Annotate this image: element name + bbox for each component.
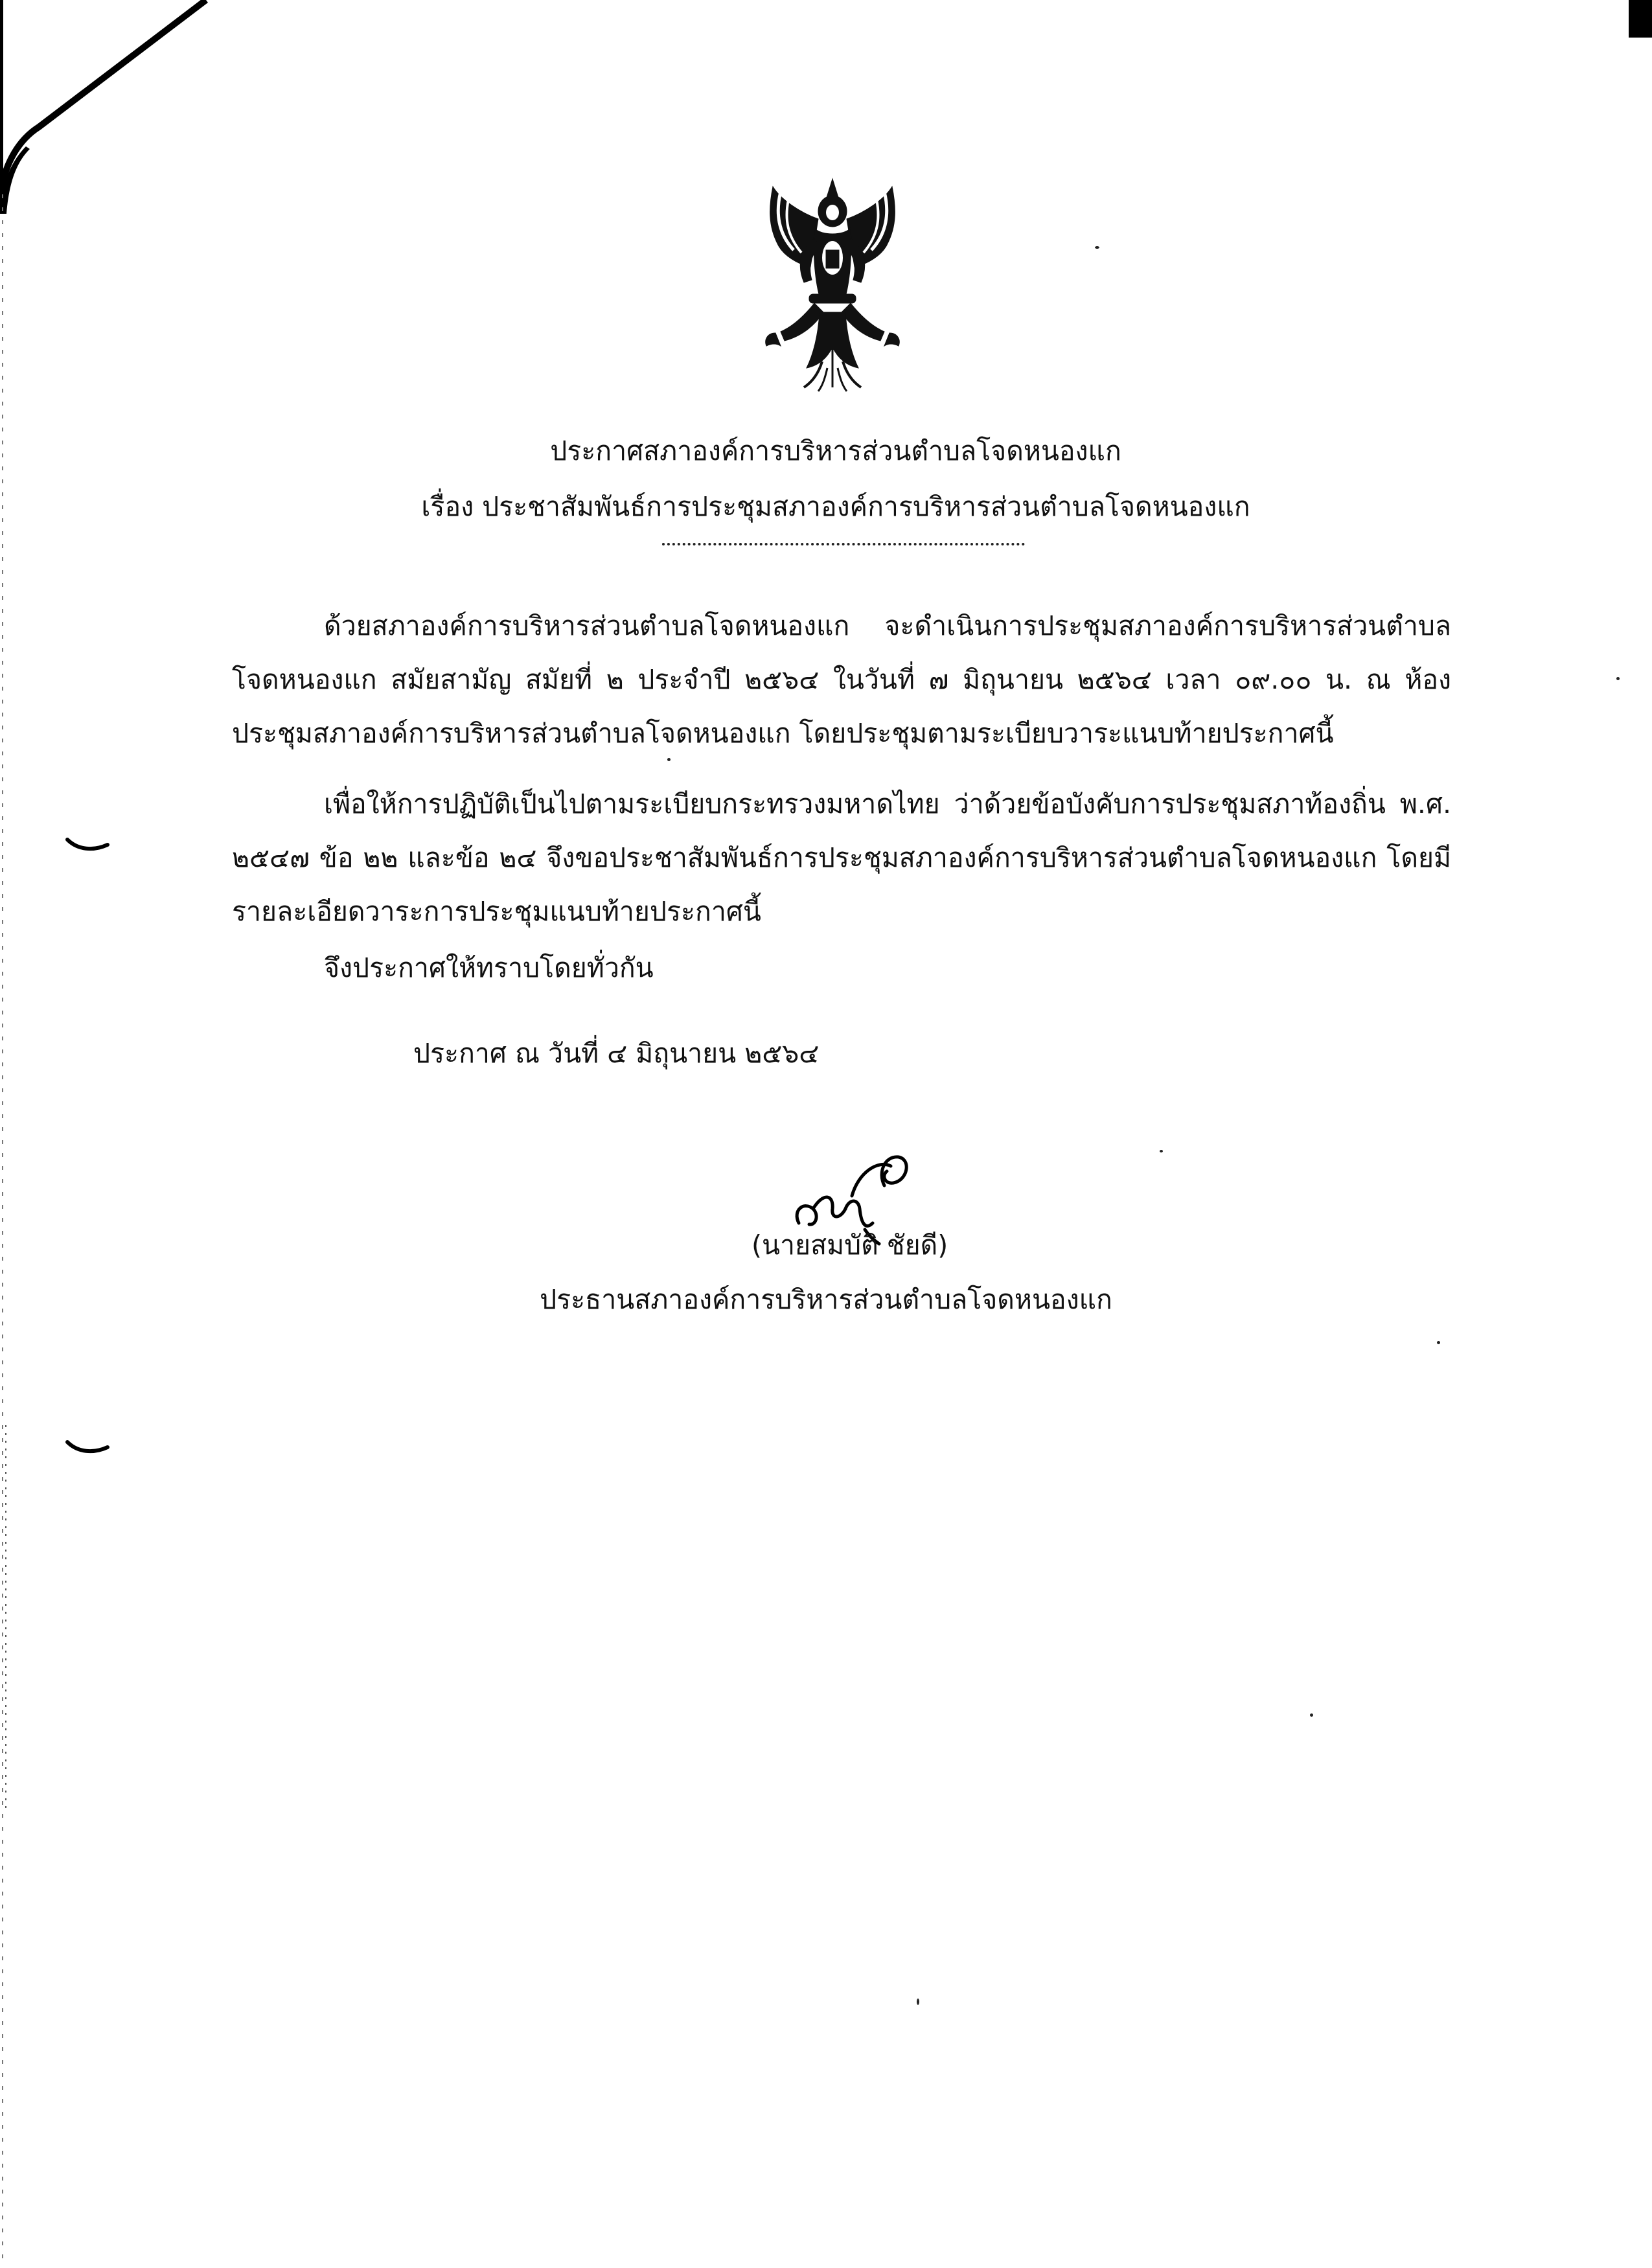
dotted-divider xyxy=(662,543,1025,545)
punch-hole-mark xyxy=(65,836,110,855)
announcement-subject: เรื่อง ประชาสัมพันธ์การประชุมสภาองค์การบริหารส่วนตำบลโจดหนองแก xyxy=(421,491,1250,522)
announcement-title: ประกาศสภาองค์การบริหารส่วนตำบลโจดหนองแก xyxy=(550,435,1121,466)
scan-edge-mark xyxy=(1629,0,1652,38)
closing-statement: จึงประกาศให้ทราบโดยทั่วกัน xyxy=(324,952,654,983)
scan-speck xyxy=(1095,246,1099,249)
scan-speck xyxy=(1437,1341,1440,1344)
punch-hole-mark xyxy=(65,1438,110,1458)
scan-speck xyxy=(917,1999,919,2005)
scan-speck xyxy=(1310,1713,1313,1717)
scan-speck xyxy=(1616,677,1620,680)
scan-corner-fold xyxy=(0,0,220,214)
body-paragraph-1: ด้วยสภาองค์การบริหารส่วนตำบลโจดหนองแก จะดำเนินการประชุมสภาองค์การบริหารส่วนตำบลโจดหนองแก สมัยสามัญ สมัยที่ ๒ ประจำปี ๒๕๖๔ ในวันที่ ๗ มิถุนายน ๒๕๖๔ เวลา ๐๙.๐๐ น. ณ ห้องประชุมสภาองค์การบริหารส่วนตำบลโจดหนองแก โดยประชุมตามระเบียบวาระแนบท้ายประกาศนี้ xyxy=(232,610,1451,749)
body-paragraph-2: เพื่อให้การปฏิบัติเป็นไปตามระเบียบกระทรวงมหาดไทย ว่าด้วยข้อบังคับการประชุมสภาท้องถิ่น พ.ศ. ๒๕๔๗ ข้อ ๒๒ และข้อ ๒๔ จึงขอประชาสัมพันธ์การประชุมสภาองค์การบริหารส่วนตำบลโจดหนองแก โดยมีรายละเอียดวาระการประชุมแนบท้ายประกาศนี้ xyxy=(232,788,1451,927)
announcement-date: ประกาศ ณ วันที่ ๔ มิถุนายน ๒๕๖๔ xyxy=(413,1038,820,1069)
signer-position: ประธานสภาองค์การบริหารส่วนตำบลโจดหนองแก xyxy=(540,1284,1112,1315)
garuda-emblem-icon xyxy=(742,174,923,394)
signer-name: (นายสมบัติ ชัยดี) xyxy=(751,1230,948,1261)
scan-speck xyxy=(1160,1150,1163,1152)
